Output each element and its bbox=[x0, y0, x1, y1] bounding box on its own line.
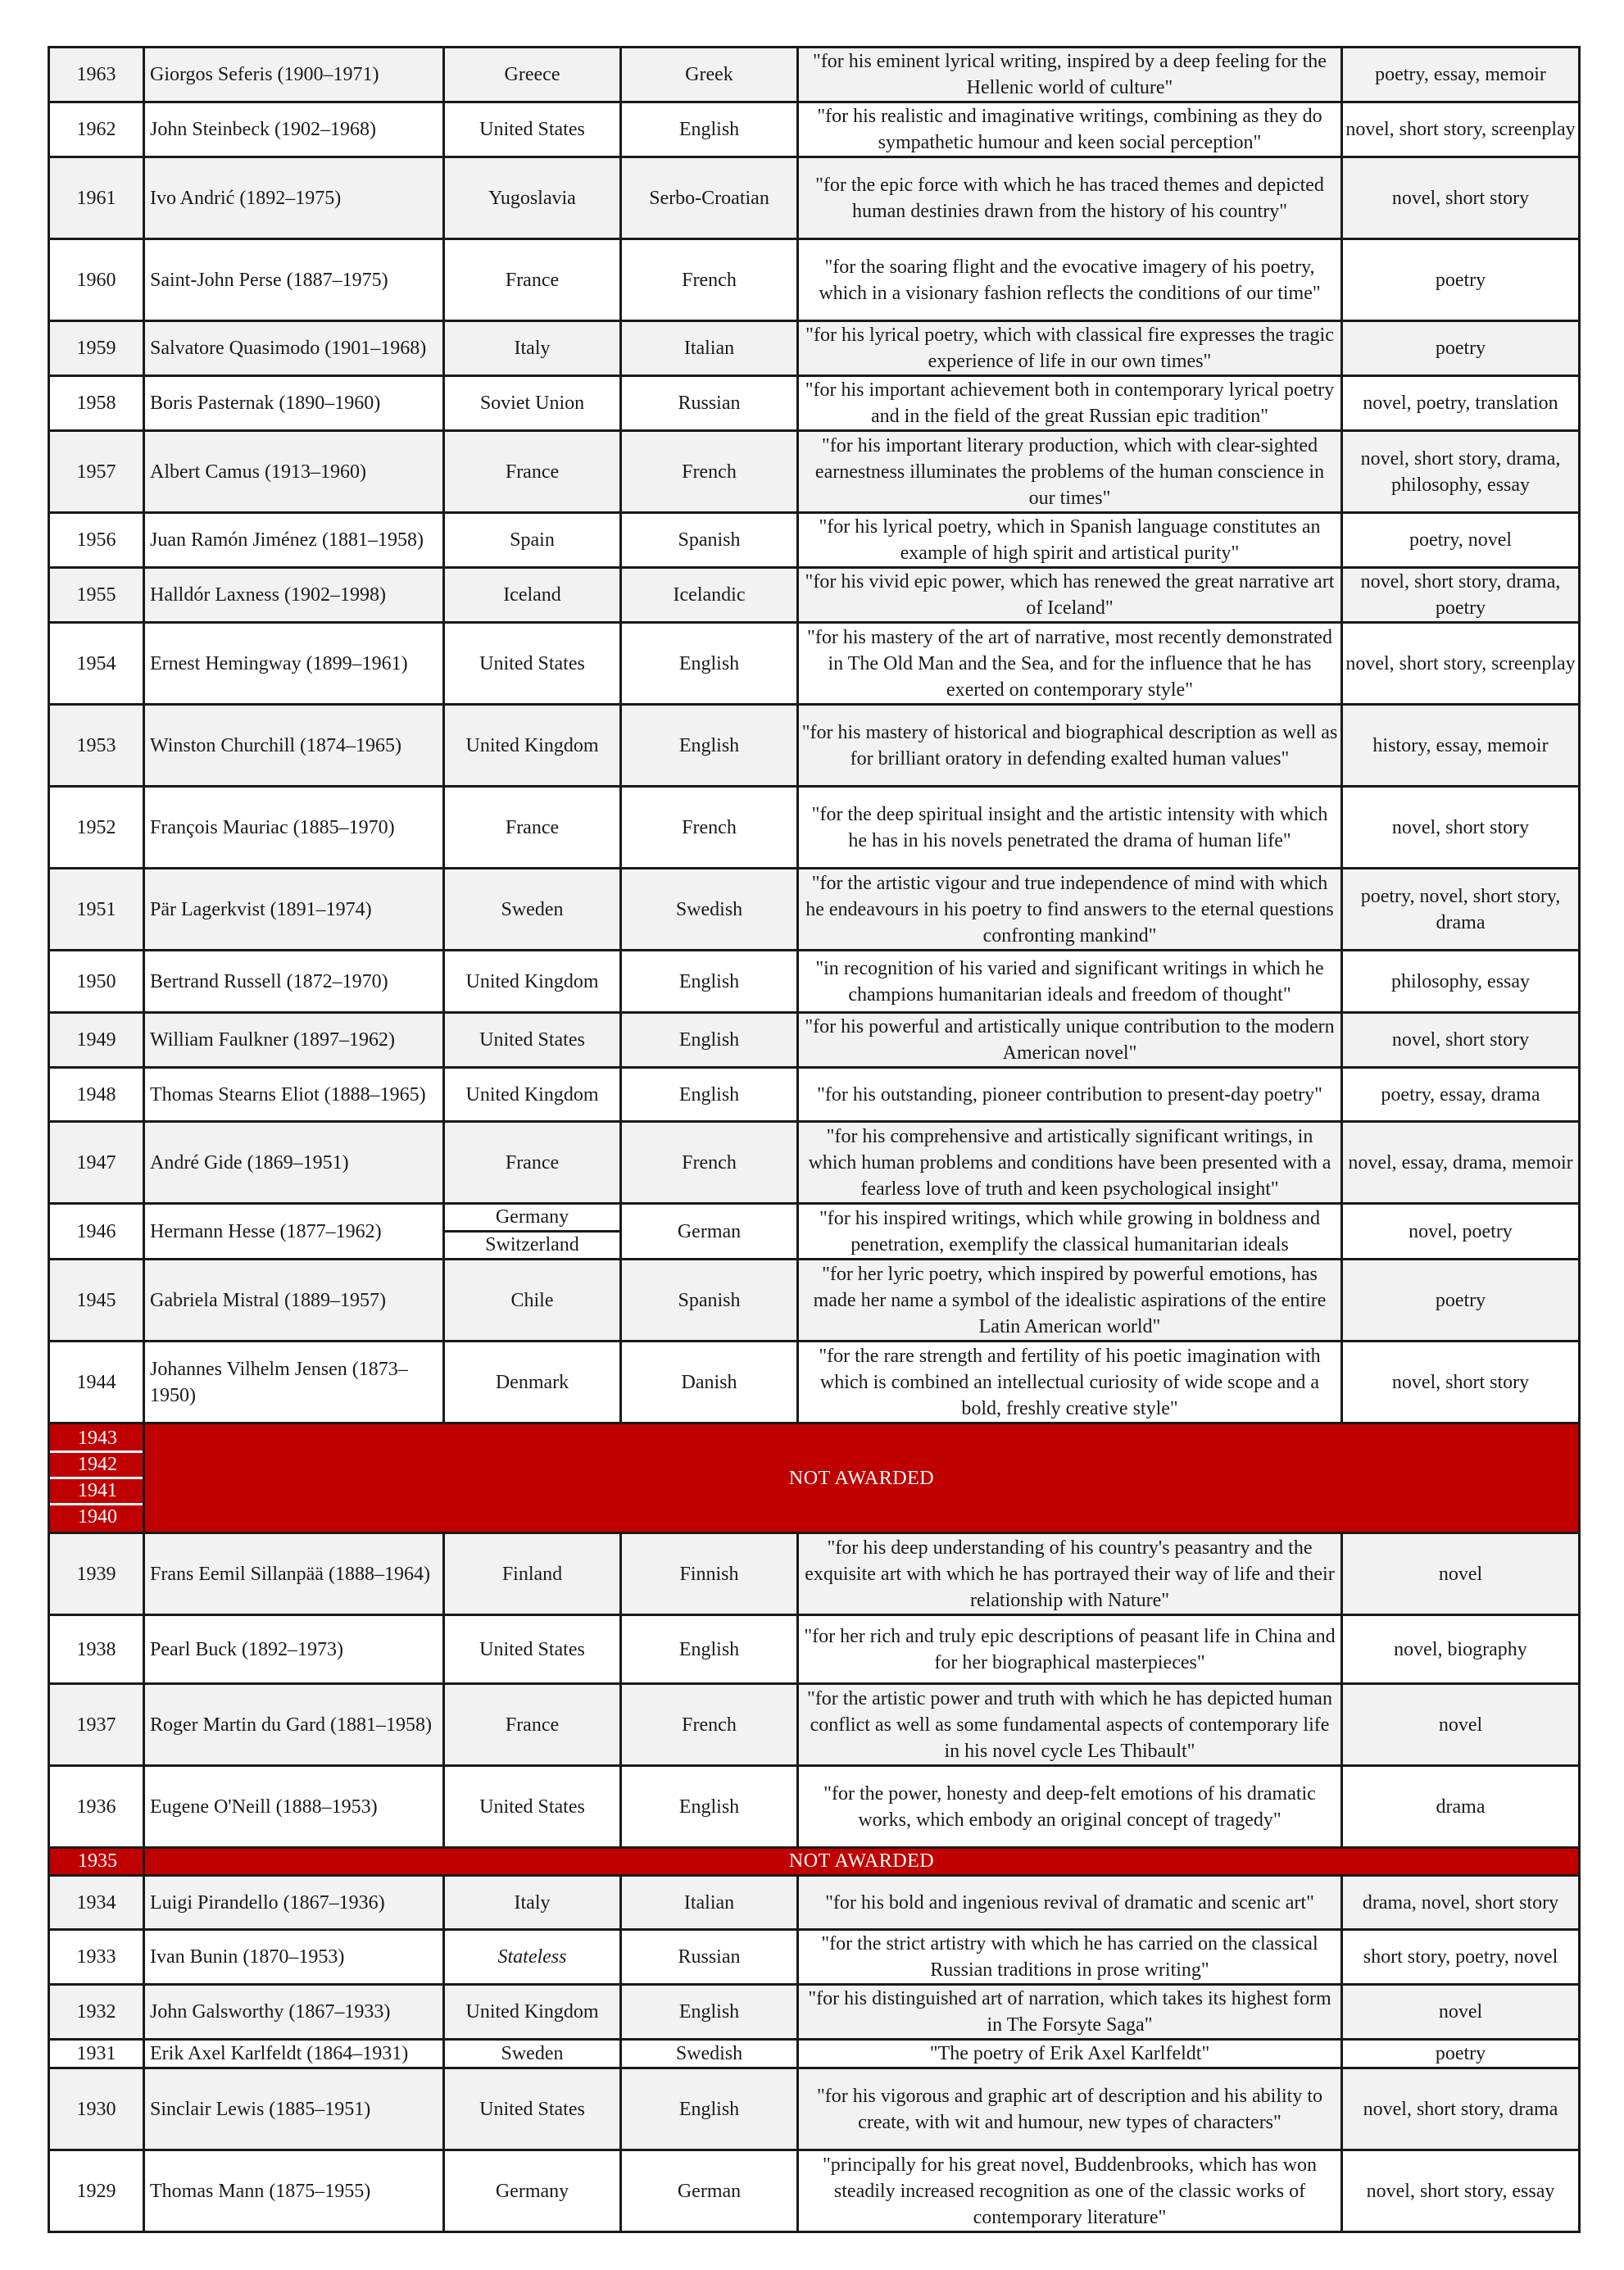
table-row bbox=[49, 705, 1580, 787]
country-cell bbox=[444, 2150, 621, 2232]
language-cell: Russian bbox=[621, 376, 798, 431]
country-entry: Iceland bbox=[503, 584, 561, 606]
citation-cell: "for his important achievement both in contemporary lyrical poetry and in the field of the great Russian epic tradition" bbox=[798, 376, 1342, 431]
language-cell: English bbox=[621, 1985, 798, 2040]
country-cell bbox=[444, 787, 621, 869]
table-row bbox=[49, 869, 1580, 951]
laureate-name-cell: Winston Churchill (1874–1965) bbox=[144, 705, 444, 787]
laureates-page bbox=[48, 46, 1578, 2233]
citation-cell: "for his mastery of the art of narrative, most recently demonstrated in The Old Man and the Sea, and for the influence that he has exerted on contemporary style" bbox=[798, 623, 1342, 705]
country-cell bbox=[444, 376, 621, 431]
laureates-table bbox=[48, 46, 1581, 2233]
country-entry: Italy bbox=[514, 1891, 551, 1914]
citation-cell: "for his vigorous and graphic art of description and his ability to create, with wit and humour, new types of characters" bbox=[798, 2068, 1342, 2150]
year-cell: 1952 bbox=[49, 787, 144, 869]
country-entry: United States bbox=[479, 652, 585, 674]
laureates-table-body bbox=[49, 48, 1580, 2232]
genres-cell: novel, short story bbox=[1342, 787, 1580, 869]
laureate-name-cell: Luigi Pirandello (1867–1936) bbox=[144, 1876, 444, 1930]
language-cell: French bbox=[621, 239, 798, 321]
country-entry: Sweden bbox=[501, 2043, 564, 2064]
country-cell bbox=[444, 513, 621, 568]
laureate-name-cell: Giorgos Seferis (1900–1971) bbox=[144, 48, 444, 102]
country-cell bbox=[444, 2068, 621, 2150]
language-cell: Finnish bbox=[621, 1533, 798, 1615]
country-entry: Germany bbox=[495, 1206, 569, 1228]
year-cell: 1937 bbox=[49, 1684, 144, 1766]
table-row bbox=[49, 1876, 1580, 1930]
laureate-name-cell: Pär Lagerkvist (1891–1974) bbox=[144, 869, 444, 951]
country-entry: Stateless bbox=[497, 1946, 567, 1968]
year-cell: 1946 bbox=[49, 1204, 144, 1260]
genres-cell: novel, poetry bbox=[1342, 1204, 1580, 1260]
country-entry: Finland bbox=[501, 1563, 563, 1585]
citation-cell: "for the artistic power and truth with which he has depicted human conflict as well as some fundamental aspects of contemporary life in his novel cycle Les Thibault" bbox=[798, 1684, 1342, 1766]
year-cell: 1951 bbox=[49, 869, 144, 951]
laureate-name-cell: Pearl Buck (1892–1973) bbox=[144, 1615, 444, 1684]
citation-cell: "for his important literary production, which with clear-sighted earnestness illuminates the problems of the human conscience in our times" bbox=[798, 431, 1342, 513]
genres-cell: poetry, novel bbox=[1342, 513, 1580, 568]
table-row bbox=[49, 157, 1580, 239]
table-row bbox=[49, 102, 1580, 157]
language-cell: Icelandic bbox=[621, 568, 798, 623]
citation-cell: "for his comprehensive and artistically significant writings, in which human problems and conditions have been presented with a fearless love of truth and keen psychological insight" bbox=[798, 1122, 1342, 1204]
country-entry: Soviet Union bbox=[479, 393, 585, 414]
language-cell: English bbox=[621, 1615, 798, 1684]
country-entry: Sweden bbox=[501, 898, 564, 920]
table-row bbox=[49, 1766, 1580, 1848]
not-awarded-years-cell bbox=[49, 1423, 144, 1533]
year-cell: 1931 bbox=[49, 2040, 144, 2068]
table-row bbox=[49, 48, 1580, 102]
table-row bbox=[49, 1985, 1580, 2040]
genres-cell: poetry bbox=[1342, 321, 1580, 376]
country-cell bbox=[444, 1766, 621, 1848]
laureate-name-cell: Thomas Stearns Eliot (1888–1965) bbox=[144, 1068, 444, 1122]
genres-cell: novel bbox=[1342, 1985, 1580, 2040]
language-cell: English bbox=[621, 623, 798, 705]
country-cell bbox=[444, 1013, 621, 1068]
citation-cell: "for the rare strength and fertility of his poetic imagination with which is combined an intellectual curiosity of wide scope and a bold, freshly creative style" bbox=[798, 1342, 1342, 1423]
year-cell: 1955 bbox=[49, 568, 144, 623]
genres-cell: poetry, novel, short story, drama bbox=[1342, 869, 1580, 951]
language-cell: French bbox=[621, 431, 798, 513]
language-cell: English bbox=[621, 2068, 798, 2150]
country-entry: France bbox=[505, 269, 560, 291]
language-cell: French bbox=[621, 1684, 798, 1766]
country-cell bbox=[444, 1204, 621, 1260]
table-row bbox=[49, 1342, 1580, 1423]
citation-cell: "for the artistic vigour and true independence of mind with which he endeavours in his poetry to find answers to the eternal questions confronting mankind" bbox=[798, 869, 1342, 951]
language-cell: English bbox=[621, 102, 798, 157]
laureate-name-cell: Bertrand Russell (1872–1970) bbox=[144, 951, 444, 1013]
table-row bbox=[49, 1013, 1580, 1068]
language-cell: Spanish bbox=[621, 513, 798, 568]
language-cell: German bbox=[621, 1204, 798, 1260]
country-entry: United States bbox=[479, 1638, 585, 1660]
country-list bbox=[445, 1205, 619, 1258]
table-row bbox=[49, 1068, 1580, 1122]
genres-cell: novel, short story, screenplay bbox=[1342, 623, 1580, 705]
citation-cell: "for her rich and truly epic descriptions of peasant life in China and for her biographical masterpieces" bbox=[798, 1615, 1342, 1684]
genres-cell: philosophy, essay bbox=[1342, 951, 1580, 1013]
not-awarded-year: 1943 bbox=[78, 1428, 117, 1449]
language-cell: English bbox=[621, 951, 798, 1013]
year-cell: 1954 bbox=[49, 623, 144, 705]
country-entry: Greece bbox=[504, 64, 560, 85]
country-entry: France bbox=[505, 1714, 560, 1736]
citation-cell: "for his eminent lyrical writing, inspired by a deep feeling for the Hellenic world of culture" bbox=[798, 48, 1342, 102]
laureate-name-cell: Salvatore Quasimodo (1901–1968) bbox=[144, 321, 444, 376]
year-cell: 1961 bbox=[49, 157, 144, 239]
table-row bbox=[49, 1260, 1580, 1342]
genres-cell: poetry, essay, drama bbox=[1342, 1068, 1580, 1122]
genres-cell: poetry bbox=[1342, 1260, 1580, 1342]
country-entry: Italy bbox=[514, 338, 551, 359]
citation-cell: "for his realistic and imaginative writings, combining as they do sympathetic humour and keen social perception" bbox=[798, 102, 1342, 157]
laureate-name-cell: Albert Camus (1913–1960) bbox=[144, 431, 444, 513]
country-entry: Denmark bbox=[495, 1371, 569, 1393]
laureate-name-cell: Thomas Mann (1875–1955) bbox=[144, 2150, 444, 2232]
language-cell: English bbox=[621, 1013, 798, 1068]
citation-cell: "for his deep understanding of his country's peasantry and the exquisite art with which he has portrayed their way of life and their relationship with Nature" bbox=[798, 1533, 1342, 1615]
language-cell: Spanish bbox=[621, 1260, 798, 1342]
laureate-name-cell: Hermann Hesse (1877–1962) bbox=[144, 1204, 444, 1260]
not-awarded-label: NOT AWARDED bbox=[144, 1848, 1580, 1876]
citation-cell: "for the epic force with which he has traced themes and depicted human destinies drawn from the history of his country" bbox=[798, 157, 1342, 239]
table-row bbox=[49, 431, 1580, 513]
genres-cell: poetry, essay, memoir bbox=[1342, 48, 1580, 102]
year-cell: 1958 bbox=[49, 376, 144, 431]
country-cell bbox=[444, 2040, 621, 2068]
laureate-name-cell: John Steinbeck (1902–1968) bbox=[144, 102, 444, 157]
language-cell: French bbox=[621, 787, 798, 869]
country-entry: United States bbox=[479, 2098, 585, 2120]
year-cell: 1959 bbox=[49, 321, 144, 376]
not-awarded-label: NOT AWARDED bbox=[144, 1423, 1580, 1533]
language-cell: English bbox=[621, 1068, 798, 1122]
country-cell bbox=[444, 1684, 621, 1766]
country-entry: France bbox=[505, 816, 560, 838]
citation-cell: "for his inspired writings, which while growing in boldness and penetration, exemplify the classical humanitarian ideals bbox=[798, 1204, 1342, 1260]
laureate-name-cell: Roger Martin du Gard (1881–1958) bbox=[144, 1684, 444, 1766]
language-cell: Swedish bbox=[621, 869, 798, 951]
year-cell: 1933 bbox=[49, 1930, 144, 1985]
language-cell: Serbo-Croatian bbox=[621, 157, 798, 239]
year-cell: 1945 bbox=[49, 1260, 144, 1342]
table-row bbox=[49, 1684, 1580, 1766]
year-cell: 1939 bbox=[49, 1533, 144, 1615]
country-cell bbox=[444, 568, 621, 623]
citation-cell: "for his outstanding, pioneer contribution to present-day poetry" bbox=[798, 1068, 1342, 1122]
table-row bbox=[49, 1930, 1580, 1985]
year-cell: 1956 bbox=[49, 513, 144, 568]
table-row bbox=[49, 239, 1580, 321]
country-cell bbox=[444, 431, 621, 513]
country-cell bbox=[444, 1260, 621, 1342]
laureate-name-cell: John Galsworthy (1867–1933) bbox=[144, 1985, 444, 2040]
country-cell bbox=[444, 1985, 621, 2040]
language-cell: German bbox=[621, 2150, 798, 2232]
year-cell: 1934 bbox=[49, 1876, 144, 1930]
year-cell: 1950 bbox=[49, 951, 144, 1013]
genres-cell: novel, short story, drama, poetry bbox=[1342, 568, 1580, 623]
not-awarded-year: 1941 bbox=[50, 1477, 143, 1503]
laureate-name-cell: Erik Axel Karlfeldt (1864–1931) bbox=[144, 2040, 444, 2068]
citation-cell: "for his lyrical poetry, which in Spanish language constitutes an example of high spirit and artistical purity" bbox=[798, 513, 1342, 568]
year-cell: 1947 bbox=[49, 1122, 144, 1204]
year-cell: 1963 bbox=[49, 48, 144, 102]
country-cell bbox=[444, 48, 621, 102]
laureate-name-cell: Juan Ramón Jiménez (1881–1958) bbox=[144, 513, 444, 568]
laureate-name-cell: Sinclair Lewis (1885–1951) bbox=[144, 2068, 444, 2150]
citation-cell: "for her lyric poetry, which inspired by powerful emotions, has made her name a symbol of the idealistic aspirations of the entire Latin American world" bbox=[798, 1260, 1342, 1342]
citation-cell: "principally for his great novel, Buddenbrooks, which has won steadily increased recognition as one of the classic works of contemporary literature" bbox=[798, 2150, 1342, 2232]
genres-cell: novel, short story, screenplay bbox=[1342, 102, 1580, 157]
genres-cell: drama bbox=[1342, 1766, 1580, 1848]
genres-cell: novel, biography bbox=[1342, 1615, 1580, 1684]
laureate-name-cell: William Faulkner (1897–1962) bbox=[144, 1013, 444, 1068]
laureate-name-cell: Gabriela Mistral (1889–1957) bbox=[144, 1260, 444, 1342]
country-entry: Spain bbox=[510, 529, 555, 551]
country-entry: United Kingdom bbox=[465, 1083, 599, 1105]
country-cell bbox=[444, 705, 621, 787]
laureate-name-cell: Halldór Laxness (1902–1998) bbox=[144, 568, 444, 623]
country-cell bbox=[444, 1930, 621, 1985]
citation-cell: "for the strict artistry with which he has carried on the classical Russian traditions in prose writing" bbox=[798, 1930, 1342, 1985]
language-cell: English bbox=[621, 1766, 798, 1848]
language-cell: Greek bbox=[621, 48, 798, 102]
citation-cell: "for his mastery of historical and biographical description as well as for brilliant oratory in defending exalted human values" bbox=[798, 705, 1342, 787]
genres-cell: novel, short story, drama bbox=[1342, 2068, 1580, 2150]
table-row bbox=[49, 1204, 1580, 1260]
year-cell: 1948 bbox=[49, 1068, 144, 1122]
not-awarded-row bbox=[49, 1848, 1580, 1876]
genres-cell: novel bbox=[1342, 1684, 1580, 1766]
table-row bbox=[49, 951, 1580, 1013]
year-cell: 1930 bbox=[49, 2068, 144, 2150]
laureate-name-cell: Johannes Vilhelm Jensen (1873–1950) bbox=[144, 1342, 444, 1423]
country-entry: United Kingdom bbox=[465, 734, 599, 756]
country-entry: United Kingdom bbox=[465, 2001, 599, 2023]
country-cell bbox=[444, 239, 621, 321]
genres-cell: history, essay, memoir bbox=[1342, 705, 1580, 787]
table-row bbox=[49, 2068, 1580, 2150]
country-cell bbox=[444, 1615, 621, 1684]
year-cell: 1962 bbox=[49, 102, 144, 157]
table-row bbox=[49, 1615, 1580, 1684]
table-row bbox=[49, 513, 1580, 568]
table-row bbox=[49, 2150, 1580, 2232]
citation-cell: "in recognition of his varied and significant writings in which he champions humanitarian ideals and freedom of thought" bbox=[798, 951, 1342, 1013]
country-cell bbox=[444, 321, 621, 376]
table-row bbox=[49, 376, 1580, 431]
country-entry: United States bbox=[479, 119, 585, 140]
country-entry: France bbox=[505, 1151, 560, 1174]
not-awarded-year: 1942 bbox=[50, 1451, 143, 1477]
year-cell: 1936 bbox=[49, 1766, 144, 1848]
citation-cell: "for his lyrical poetry, which with classical fire expresses the tragic experience of life in our own times" bbox=[798, 321, 1342, 376]
laureate-name-cell: Ivan Bunin (1870–1953) bbox=[144, 1930, 444, 1985]
language-cell: Russian bbox=[621, 1930, 798, 1985]
country-cell bbox=[444, 951, 621, 1013]
country-cell bbox=[444, 157, 621, 239]
genres-cell: novel, short story, drama, philosophy, essay bbox=[1342, 431, 1580, 513]
laureate-name-cell: André Gide (1869–1951) bbox=[144, 1122, 444, 1204]
genres-cell: novel, short story, essay bbox=[1342, 2150, 1580, 2232]
country-cell bbox=[444, 623, 621, 705]
year-cell: 1938 bbox=[49, 1615, 144, 1684]
not-awarded-row bbox=[49, 1423, 1580, 1533]
country-entry: France bbox=[505, 461, 560, 483]
genres-cell: poetry bbox=[1342, 239, 1580, 321]
genres-cell: novel, poetry, translation bbox=[1342, 376, 1580, 431]
citation-cell: "for his powerful and artistically unique contribution to the modern American novel" bbox=[798, 1013, 1342, 1068]
country-entry: Chile bbox=[510, 1289, 554, 1311]
laureate-name-cell: Boris Pasternak (1890–1960) bbox=[144, 376, 444, 431]
table-row bbox=[49, 1122, 1580, 1204]
year-cell: 1957 bbox=[49, 431, 144, 513]
country-entry: Germany bbox=[495, 2180, 569, 2202]
country-cell bbox=[444, 102, 621, 157]
language-cell: English bbox=[621, 705, 798, 787]
laureate-name-cell: Ernest Hemingway (1899–1961) bbox=[144, 623, 444, 705]
language-cell: French bbox=[621, 1122, 798, 1204]
language-cell: Danish bbox=[621, 1342, 798, 1423]
citation-cell: "for the soaring flight and the evocative imagery of his poetry, which in a visionary fashion reflects the conditions of our time" bbox=[798, 239, 1342, 321]
country-entry: United States bbox=[479, 1029, 585, 1051]
country-cell bbox=[444, 1533, 621, 1615]
citation-cell: "for his bold and ingenious revival of dramatic and scenic art" bbox=[798, 1876, 1342, 1930]
citation-cell: "for the power, honesty and deep-felt emotions of his dramatic works, which embody an original concept of tragedy" bbox=[798, 1766, 1342, 1848]
genres-cell: short story, poetry, novel bbox=[1342, 1930, 1580, 1985]
year-cell: 1960 bbox=[49, 239, 144, 321]
country-cell bbox=[444, 1122, 621, 1204]
country-cell bbox=[444, 1876, 621, 1930]
table-row bbox=[49, 568, 1580, 623]
country-cell bbox=[444, 1342, 621, 1423]
country-cell bbox=[444, 1068, 621, 1122]
genres-cell: novel, short story bbox=[1342, 1342, 1580, 1423]
language-cell: Italian bbox=[621, 1876, 798, 1930]
table-row bbox=[49, 1533, 1580, 1615]
citation-cell: "The poetry of Erik Axel Karlfeldt" bbox=[798, 2040, 1342, 2068]
laureate-name-cell: François Mauriac (1885–1970) bbox=[144, 787, 444, 869]
laureate-name-cell: Eugene O'Neill (1888–1953) bbox=[144, 1766, 444, 1848]
country-entry: United Kingdom bbox=[465, 970, 599, 992]
year-cell: 1932 bbox=[49, 1985, 144, 2040]
table-row bbox=[49, 321, 1580, 376]
genres-cell: drama, novel, short story bbox=[1342, 1876, 1580, 1930]
country-entry: Switzerland bbox=[445, 1230, 619, 1258]
country-entry: Yugoslavia bbox=[488, 187, 576, 209]
year-cell: 1953 bbox=[49, 705, 144, 787]
genres-cell: novel, short story bbox=[1342, 1013, 1580, 1068]
citation-cell: "for his vivid epic power, which has renewed the great narrative art of Iceland" bbox=[798, 568, 1342, 623]
table-row bbox=[49, 623, 1580, 705]
not-awarded-year: 1935 bbox=[78, 1850, 117, 1872]
country-entry: United States bbox=[479, 1796, 585, 1818]
genres-cell: novel, short story bbox=[1342, 157, 1580, 239]
year-cell: 1929 bbox=[49, 2150, 144, 2232]
table-row bbox=[49, 787, 1580, 869]
country-cell bbox=[444, 869, 621, 951]
genres-cell: poetry bbox=[1342, 2040, 1580, 2068]
genres-cell: novel bbox=[1342, 1533, 1580, 1615]
table-row bbox=[49, 2040, 1580, 2068]
genres-cell: novel, essay, drama, memoir bbox=[1342, 1122, 1580, 1204]
language-cell: Swedish bbox=[621, 2040, 798, 2068]
laureate-name-cell: Saint-John Perse (1887–1975) bbox=[144, 239, 444, 321]
not-awarded-year: 1940 bbox=[50, 1503, 143, 1529]
citation-cell: "for the deep spiritual insight and the artistic intensity with which he has in his novels penetrated the drama of human life" bbox=[798, 787, 1342, 869]
not-awarded-years-cell bbox=[49, 1848, 144, 1876]
laureate-name-cell: Ivo Andrić (1892–1975) bbox=[144, 157, 444, 239]
year-cell: 1949 bbox=[49, 1013, 144, 1068]
language-cell: Italian bbox=[621, 321, 798, 376]
citation-cell: "for his distinguished art of narration, which takes its highest form in The Forsyte Saga" bbox=[798, 1985, 1342, 2040]
year-cell: 1944 bbox=[49, 1342, 144, 1423]
laureate-name-cell: Frans Eemil Sillanpää (1888–1964) bbox=[144, 1533, 444, 1615]
